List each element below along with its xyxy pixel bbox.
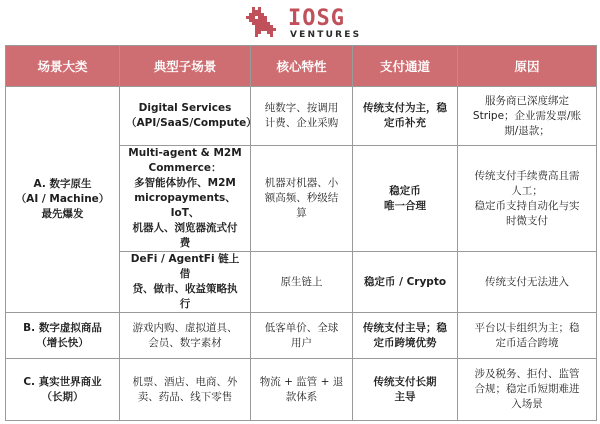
feature-cell: 低客单价、全球 用户 [251, 313, 353, 359]
header-reason: 原因 [458, 46, 597, 87]
category-cell: C. 真实世界商业 （长期） [6, 359, 120, 421]
feature-cell: 原生链上 [251, 252, 353, 313]
logo-wordmark: IOSG [288, 6, 345, 31]
table-row [6, 359, 597, 421]
feature-cell: 物流 + 监管 + 退 款体系 [251, 359, 353, 421]
feature-cell: 机器对机器、小 额高频、秒级结 算 [251, 146, 353, 252]
header-feature: 核心特性 [251, 46, 353, 87]
channel-cell: 稳定币 / Crypto [353, 252, 458, 313]
category-cell: A. 数字原生 （AI / Machine） 最先爆发 [6, 87, 120, 313]
category-cell: B. 数字虚拟商品 （增长快） [6, 313, 120, 359]
channel-cell: 传统支付长期 主导 [353, 359, 458, 421]
logo [0, 0, 600, 44]
header-subscenario: 典型子场景 [120, 46, 251, 87]
table-header-row [6, 46, 597, 87]
logo-subtitle: VENTURES [290, 30, 362, 40]
subscenario-cell: 游戏内购、虚拟道具、 会员、数字素材 [120, 313, 251, 359]
reason-cell: 传统支付无法进入 [458, 252, 597, 313]
header-channel: 支付通道 [353, 46, 458, 87]
subscenario-cell: Digital Services （API/SaaS/Compute） [120, 87, 251, 146]
pixel-llama-logo-icon [246, 7, 282, 37]
channel-cell: 传统支付主导；稳 定币跨境优势 [353, 313, 458, 359]
reason-cell: 涉及税务、拒付、监管 合规；稳定币短期难进 入场景 [458, 359, 597, 421]
subscenario-cell: DeFi / AgentFi 链上借 贷、做市、收益策略执 行 [120, 252, 251, 313]
subscenario-cell: Multi-agent & M2M Commerce： 多智能体协作、M2M micropayments、IoT、 机器人、浏览器流式付 费 [120, 146, 251, 252]
table-row [6, 313, 597, 359]
channel-cell: 稳定币 唯一合理 [353, 146, 458, 252]
table-row [6, 87, 597, 146]
comparison-table [5, 45, 597, 421]
reason-cell: 平台以卡组织为主；稳 定币适合跨境 [458, 313, 597, 359]
reason-cell: 服务商已深度绑定 Stripe；企业需发票/账 期/退款； [458, 87, 597, 146]
reason-cell: 传统支付手续费高且需 人工； 稳定币支持自动化与实 时微支付 [458, 146, 597, 252]
subscenario-cell: 机票、酒店、电商、外 卖、药品、线下零售 [120, 359, 251, 421]
header-category: 场景大类 [6, 46, 120, 87]
feature-cell: 纯数字、按调用 计费、企业采购 [251, 87, 353, 146]
channel-cell: 传统支付为主，稳 定币补充 [353, 87, 458, 146]
